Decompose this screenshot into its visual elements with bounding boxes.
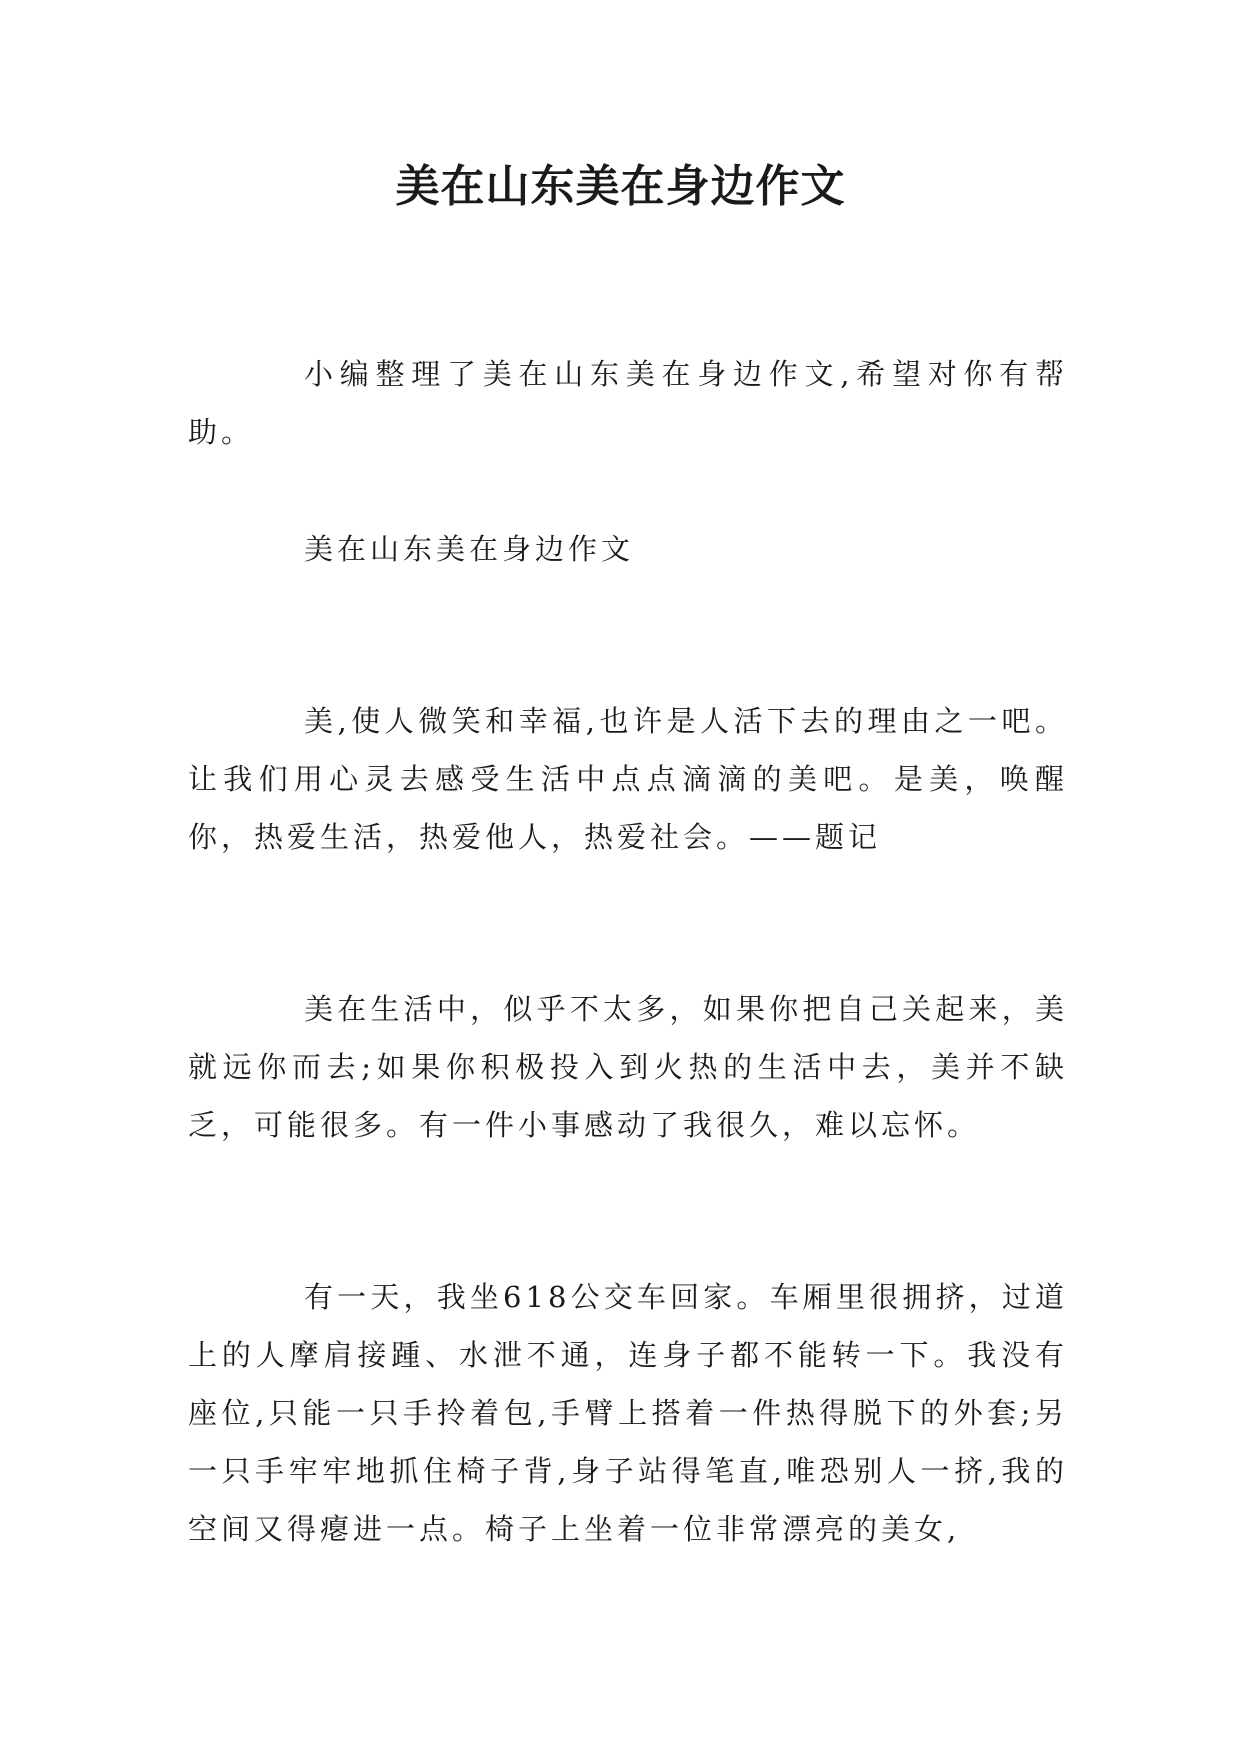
subheading-paragraph: 美在山东美在身边作文 [304,532,635,566]
body-paragraph: 有一天，我坐618公交车回家。车厢里很拥挤，过道上的人摩肩接踵、水泄不通，连身子都不能转一下。我没有座位,只能一只手拎着包,手臂上搭着一件热得脱下的外套;另一只手牢牢地抓住椅子背,身子站得笔直,唯恐别人一挤,我的空间又得瘪进一点。椅子上坐着一位非常漂亮的美女, [188,1280,1068,1546]
body-paragraph: 美在生活中，似乎不太多，如果你把自己关起来，美就远你而去;如果你积极投入到火热的生活中去，美并不缺乏，可能很多。有一件小事感动了我很久，难以忘怀。 [188,992,1068,1142]
document-title: 美在山东美在身边作文 [395,161,846,212]
intro-paragraph: 小编整理了美在山东美在身边作文,希望对你有帮助。 [188,357,1068,449]
epigraph-paragraph: 美,使人微笑和幸福,也许是人活下去的理由之一吧。让我们用心灵去感受生活中点点滴滴的美吧。是美，唤醒你，热爱生活，热爱他人，热爱社会。——题记 [188,704,1068,854]
